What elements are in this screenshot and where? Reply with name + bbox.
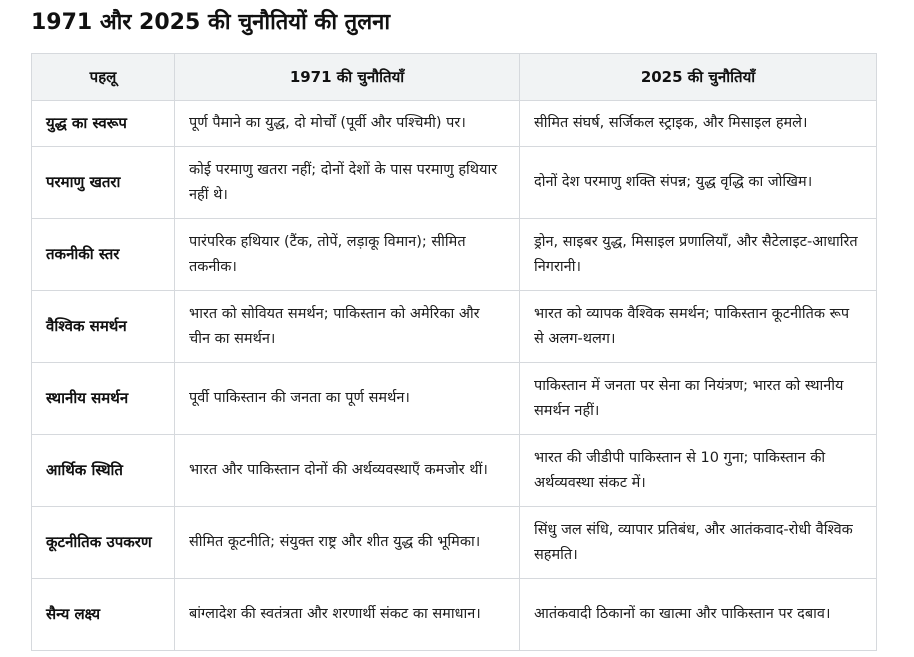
- cell-1971: सीमित कूटनीति; संयुक्त राष्ट्र और शीत युद्ध की भूमिका।: [175, 507, 520, 579]
- table-row: [32, 579, 877, 651]
- row-aspect: कूटनीतिक उपकरण: [32, 507, 175, 579]
- column-header-aspect: पहलू: [32, 54, 175, 101]
- row-aspect: वैश्विक समर्थन: [32, 291, 175, 363]
- cell-2025: भारत की जीडीपी पाकिस्तान से 10 गुना; पाकिस्तान की अर्थव्यवस्था संकट में।: [520, 435, 877, 507]
- row-aspect: सैन्य लक्ष्य: [32, 579, 175, 651]
- cell-1971: पूर्ण पैमाने का युद्ध, दो मोर्चों (पूर्वी और पश्चिमी) पर।: [175, 101, 520, 147]
- cell-2025: सिंधु जल संधि, व्यापार प्रतिबंध, और आतंकवाद-रोधी वैश्विक सहमति।: [520, 507, 877, 579]
- table-row: [32, 219, 877, 291]
- table-row: [32, 507, 877, 579]
- cell-1971: भारत और पाकिस्तान दोनों की अर्थव्यवस्थाएँ कमजोर थीं।: [175, 435, 520, 507]
- page-title: 1971 और 2025 की चुनौतियों की तुलना: [31, 10, 391, 35]
- cell-2025: सीमित संघर्ष, सर्जिकल स्ट्राइक, और मिसाइल हमले।: [520, 101, 877, 147]
- table-row: [32, 291, 877, 363]
- row-aspect: परमाणु खतरा: [32, 147, 175, 219]
- cell-2025: पाकिस्तान में जनता पर सेना का नियंत्रण; भारत को स्थानीय समर्थन नहीं।: [520, 363, 877, 435]
- cell-2025: ड्रोन, साइबर युद्ध, मिसाइल प्रणालियाँ, और सैटेलाइट-आधारित निगरानी।: [520, 219, 877, 291]
- cell-1971: बांग्लादेश की स्वतंत्रता और शरणार्थी संकट का समाधान।: [175, 579, 520, 651]
- column-header-2025: 2025 की चुनौतियाँ: [520, 54, 877, 101]
- cell-1971: भारत को सोवियत समर्थन; पाकिस्तान को अमेरिका और चीन का समर्थन।: [175, 291, 520, 363]
- cell-1971: पारंपरिक हथियार (टैंक, तोपें, लड़ाकू विमान); सीमित तकनीक।: [175, 219, 520, 291]
- table-row: [32, 363, 877, 435]
- table-row: [32, 101, 877, 147]
- table-header-row: [32, 54, 877, 101]
- column-header-1971: 1971 की चुनौतियाँ: [175, 54, 520, 101]
- cell-2025: आतंकवादी ठिकानों का खात्मा और पाकिस्तान पर दबाव।: [520, 579, 877, 651]
- cell-1971: पूर्वी पाकिस्तान की जनता का पूर्ण समर्थन।: [175, 363, 520, 435]
- comparison-table: [31, 53, 877, 651]
- cell-1971: कोई परमाणु खतरा नहीं; दोनों देशों के पास परमाणु हथियार नहीं थे।: [175, 147, 520, 219]
- row-aspect: स्थानीय समर्थन: [32, 363, 175, 435]
- row-aspect: तकनीकी स्तर: [32, 219, 175, 291]
- row-aspect: आर्थिक स्थिति: [32, 435, 175, 507]
- table-row: [32, 435, 877, 507]
- cell-2025: भारत को व्यापक वैश्विक समर्थन; पाकिस्तान कूटनीतिक रूप से अलग-थलग।: [520, 291, 877, 363]
- table-row: [32, 147, 877, 219]
- row-aspect: युद्ध का स्वरूप: [32, 101, 175, 147]
- cell-2025: दोनों देश परमाणु शक्ति संपन्न; युद्ध वृद्धि का जोखिम।: [520, 147, 877, 219]
